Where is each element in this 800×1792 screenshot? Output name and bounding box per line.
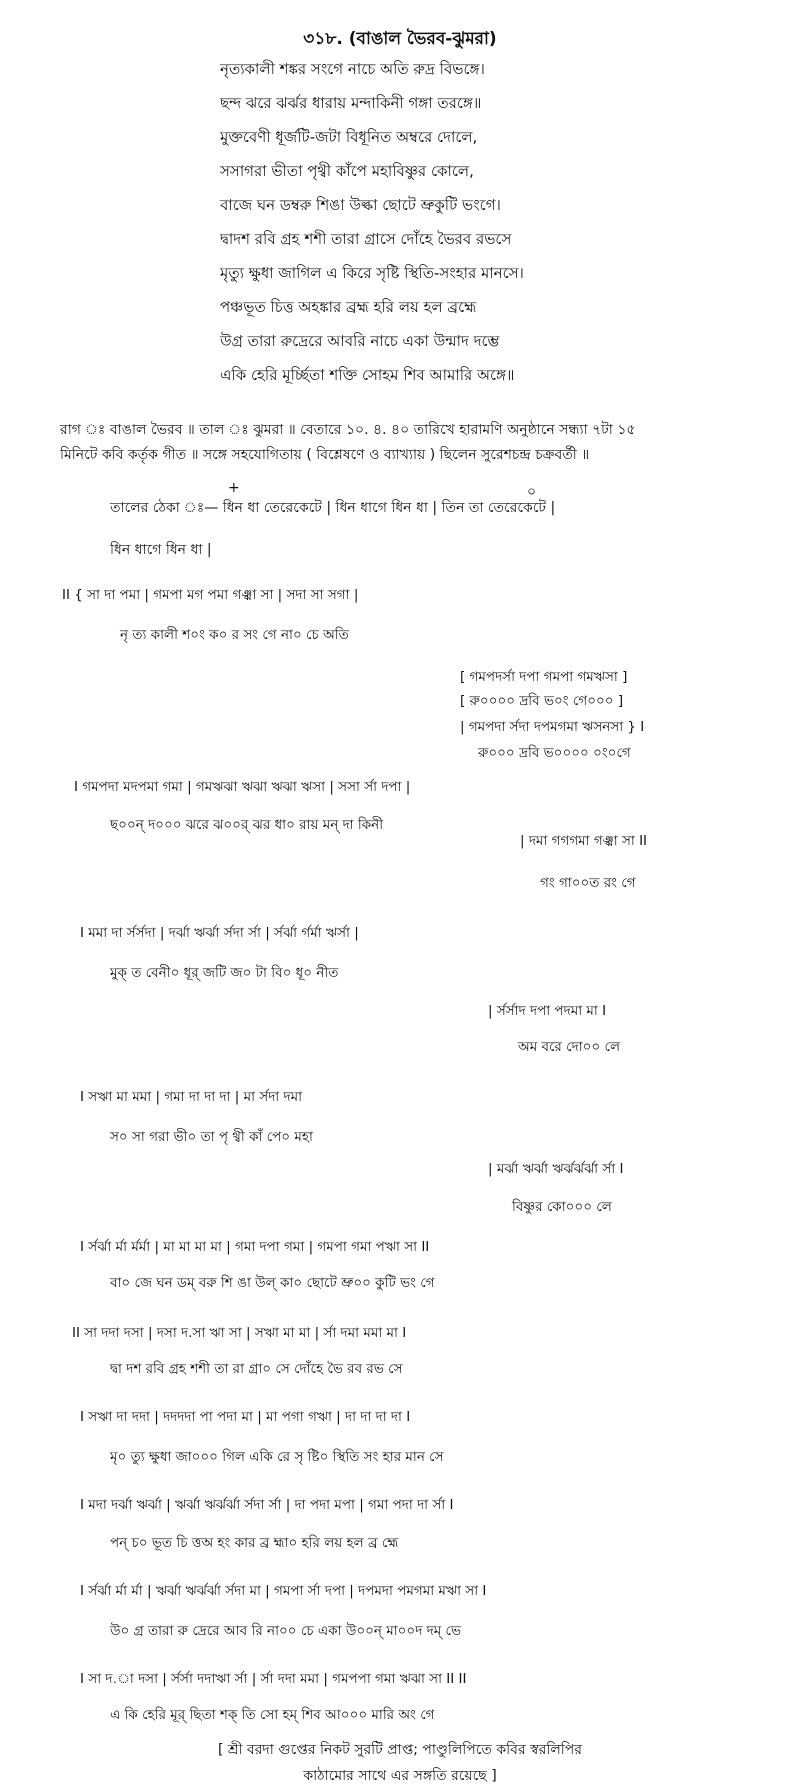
notes-line: | র্সর্সাদ দপা পদমা মা I — [488, 1003, 607, 1019]
lyrics-line: পন্ চ০ ভূত চি ত্তঅ হং কার ব্র হ্মা০ হরি লয় হল ব্র হ্মে — [110, 1535, 399, 1551]
raga-info — [60, 418, 780, 468]
lyrics-line: মুক্ ত বেনী০ ধূর্ জটি জ০ টা বি০ ধূ০ নীত — [110, 965, 339, 981]
poem-line: সসাগরা ভীতা পৃথ্বী কাঁপে মহাবিষ্ণুর কোলে, — [220, 162, 474, 180]
notes-line: [ গমপদর্সা দপা গমপা গমঋসা ] — [460, 669, 628, 685]
poem-line: মৃত্যু ক্ষুধা জাগিল এ কিরে সৃষ্টি স্থিতি-সংহার মানসে। — [220, 264, 524, 282]
lyrics-line: নৃ ত্য কালী শ০ং ক০ র সং গে না০ চে অতি — [120, 627, 349, 643]
lyrics-line: দ্বা দশ রবি গ্রহ শশী তা রা গ্রা০ সে দোঁহে ভৈ রব রভ সে — [110, 1361, 403, 1377]
footer-line-2: কাঠামোর সাথে এর সঙ্গতি রয়েছে ] — [303, 1768, 497, 1784]
beat-mark-zero: ০ — [527, 484, 537, 500]
poem-line: উগ্র তারা রুদ্রেরে আবরি নাচে একা উন্মাদ দম্ভে — [220, 332, 500, 350]
theka-block — [110, 496, 750, 580]
beat-mark-plus: + — [228, 480, 240, 496]
notes-line: I সঋা দা দদা | দদদদা পা পদা মা | মা পগা গঋা | দা দা দা দা I — [80, 1409, 411, 1425]
lyrics-line: গং গা০০ত রং গে — [540, 875, 636, 891]
notes-line: I মমা দা র্সর্সদা | দর্ঝা ঋর্ঝা র্সদা র্সা | র্সর্ঝা র্গর্মা ঋর্সা | — [80, 925, 359, 941]
lyrics-line: ছ০০ন্ দ০০০ ঝরে ঝ০০র্ ঝর ধা০ রায় মন্ দা কিনী — [110, 817, 384, 833]
lyrics-line: এ কি হেরি মূর্ ছিতা শক্ তি সো হম্ শিব আ০০০ মারি অং গে — [110, 1707, 435, 1723]
theka-row-1: তালের ঠেকা ঃ— ধিন ধা তেরেকেটে | ধিন ধাগে ধিন ধা | তিন তা তেরেকেটে | — [110, 500, 556, 516]
poem-line: ছন্দ ঝরে ঝর্ঝর ধারায় মন্দাকিনী গঙ্গা তরঙ্গে॥ — [220, 94, 482, 112]
notes-line: I র্সর্ঝা র্মা র্মা | ঋর্ঝা ঋর্ঝর্ঝা র্সদা মা | গমপা র্সা দপা | দপমদা পমগমা মঋা সা I — [80, 1583, 487, 1599]
poem-line: নৃত্যকালী শঙ্কর সংগে নাচে অতি রুদ্র বিভঙ্গে। — [220, 60, 485, 78]
poem-line: বাজে ঘন ডম্বরু শিঙা উল্কা ছোটে ভ্রুকুটি ভংগে। — [220, 196, 501, 214]
notes-line: | দমা গগগমা গঞ্ঝা সা II — [520, 833, 648, 849]
lyrics-line: অম বরে দো০০ লে — [518, 1039, 621, 1055]
lyrics-line: স০ সা গরা ভী০ তা পৃ থ্বী কাঁ পে০ মহা — [110, 1129, 313, 1145]
song-title: ৩১৮. (বাঙাল ভৈরব-ঝুমরা) — [303, 29, 497, 49]
poem-line: দ্বাদশ রবি গ্রহ শশী তারা গ্রাসে দোঁহে ভৈরব রভসে — [220, 230, 512, 248]
notes-line: | গমপদা র্সদা দপমগমা ঋসনসা } I — [460, 719, 645, 735]
lyrics-line: [ রু০০০০ দ্রবি ভ০ং গে০০০ ] — [460, 693, 624, 709]
poem-block — [220, 58, 780, 398]
lyrics-line: বা০ জে ঘন ডম্ বরু শি ঙা উল্ কা০ ছোটে ভ্রু০০ কুটি ভং গে — [110, 1275, 435, 1291]
poem-line: একি হেরি মূর্চ্ছিতা শক্তি সোহম শিব আমারি অঙ্গে॥ — [220, 366, 515, 384]
notes-line: I মদা দর্ঝা ঋর্ঝা | ঋর্ঝা ঋর্ঝর্ঝা র্সদা র্সা | দা পদা মপা | গমা পদা দা র্সা I — [80, 1497, 454, 1513]
notes-line: II { সা দা পমা | গমপা মগ পমা গঞ্ঝা সা | সদা সা সগা | — [62, 587, 359, 603]
notes-line: I র্সর্ঝা র্মা র্মর্মা | মা মা মা মা | গমা দপা গমা | গমপা গমা পঋা সা II — [80, 1239, 430, 1255]
poem-line: পঞ্চভূত চিত্ত অহঙ্কার ব্রহ্ম হরি লয় হল ব্রহ্মে — [220, 298, 477, 316]
footer-note — [0, 1737, 800, 1789]
lyrics-line: মৃ০ ত্যু ক্ষুধা জা০০০ গিল একি রে সৃ ষ্টি০ স্থিতি সং হার মান সে — [110, 1449, 444, 1465]
notes-line: I সা দ.া দসা | র্সর্সা দদাঋা র্সা | র্সা দদা মমা | গমপপা গমা ঋঝা সা II II — [80, 1671, 467, 1687]
lyrics-line: বিষ্ণুর কো০০০ লে — [512, 1199, 612, 1215]
raga-line-1: রাগ ঃ বাঙাল ভৈরব ॥ তাল ঃ ঝুমরা ॥ বেতারে ১০. ৪. ৪০ তারিখে হারামণি অনুষ্ঠানে সন্ধ্যা ৭টা ১৫ — [60, 422, 636, 438]
raga-line-2: মিনিটে কবি কর্তৃক গীত ॥ সঙ্গে সহযোগিতায় ( বিশ্লেষণে ও ব্যাখ্যায় ) ছিলেন সুরেশচন্দ্র চক্রবর্তী ॥ — [60, 447, 590, 463]
notes-line: I গমপদা মদপমা গমা | গমঋঝা ঋঝা ঋঝা ঋসা | সসা র্সা দপা | — [74, 779, 411, 795]
notes-line: II সা দদা দসা | দসা দ.সা ঋা সা | সঋা মা মা | র্সা দমা মমা মা I — [72, 1325, 407, 1341]
lyrics-line: উ০ গ্র তারা রু দ্রেরে আব রি না০০ চে একা উ০০ন্ মা০০দ দম্ ভে — [110, 1623, 462, 1639]
lyrics-line: রু০০০ দ্রবি ভ০০০০ ০ং০গে — [478, 745, 631, 761]
notes-line: I সঋা মা মমা | গমা দা দা দা | মা র্সদা দমা — [80, 1089, 303, 1105]
theka-row-2: ধিন ধাগে ধিন ধা | — [110, 542, 212, 558]
footer-line-1: [ শ্রী বরদা গুপ্তের নিকট সুরটি প্রাপ্ত; পাণ্ডুলিপিতে কবির স্বরলিপির — [217, 1742, 582, 1758]
poem-line: মুক্তবেণী ধূর্জটি-জটা বিধূনিত অম্বরে দোলে, — [220, 128, 478, 146]
notes-line: | মর্ঝা ঋর্ঝা ঋর্ঝর্ঝর্ঝা র্সা I — [488, 1161, 624, 1177]
